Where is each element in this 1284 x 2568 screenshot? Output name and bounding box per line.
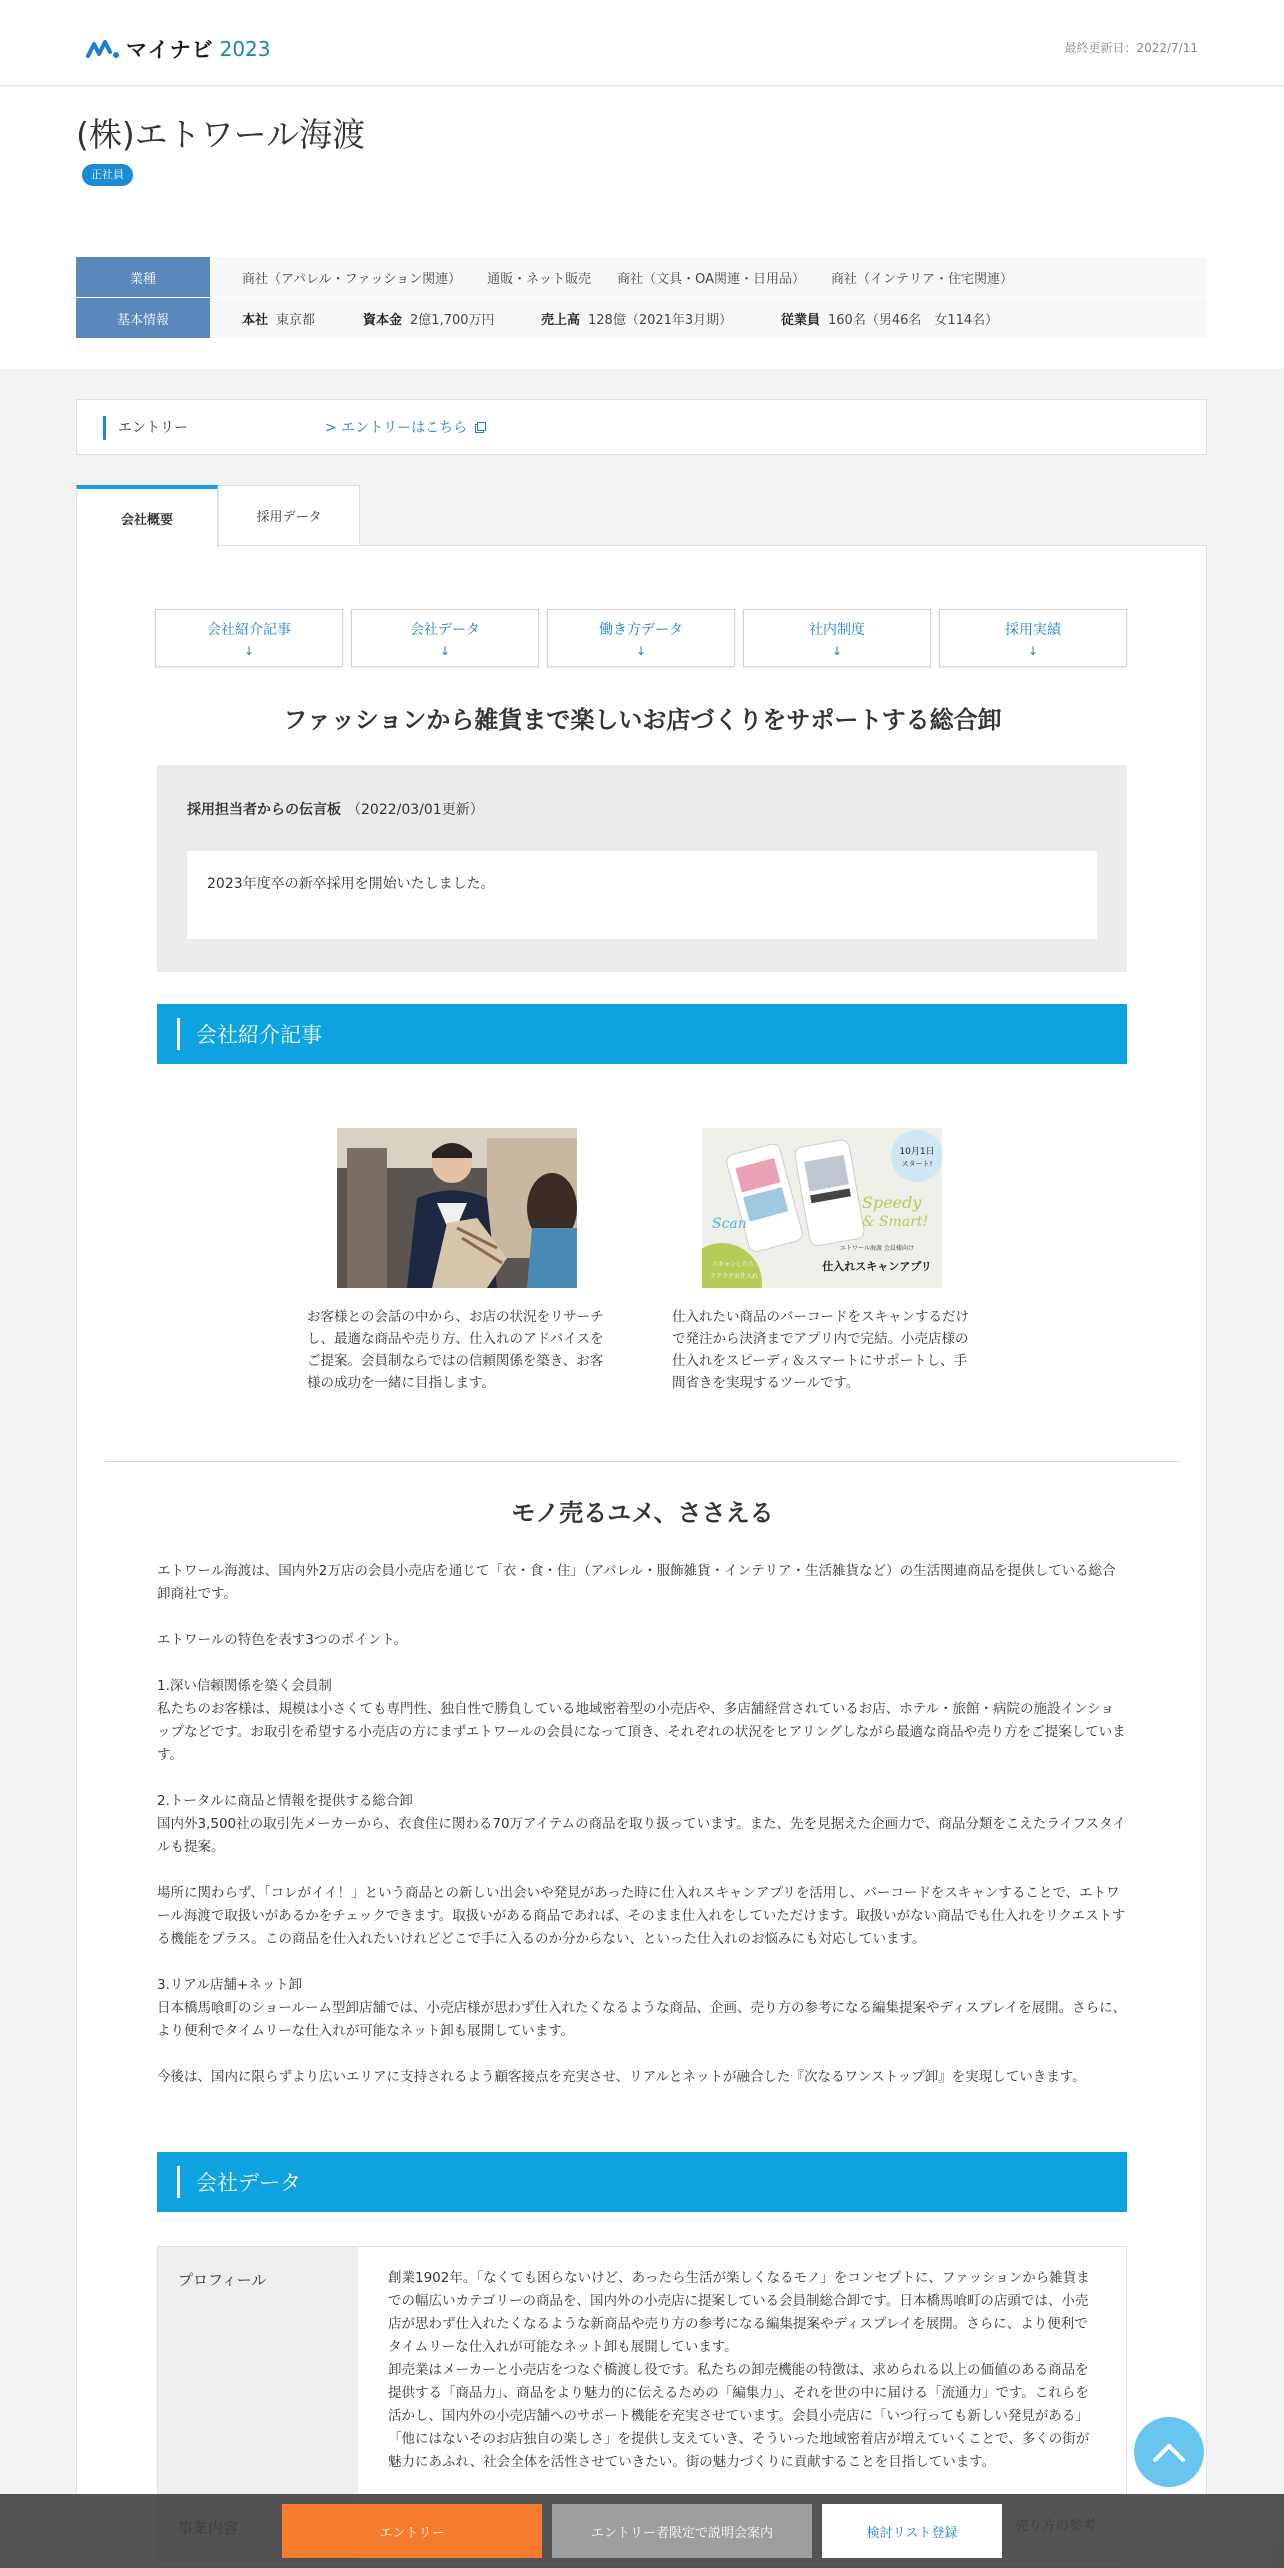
main-content xyxy=(76,545,1207,2568)
app-image-speedy: Speedy xyxy=(862,1193,922,1212)
nav-company-articles[interactable]: 会社紹介記事 ↓ xyxy=(155,609,343,667)
chevron-up-icon xyxy=(1152,2441,1186,2463)
company-header xyxy=(0,87,1284,369)
app-image-smart: & Smart! xyxy=(862,1214,929,1230)
app-image-title: 仕入れスキャンアプリ xyxy=(822,1260,932,1273)
basic-info-hq: 本社 東京都 xyxy=(242,312,316,328)
article-card xyxy=(672,1128,972,1394)
entry-link-text: > エントリーはこちら xyxy=(325,420,468,436)
staff-photo xyxy=(337,1128,577,1288)
app-image-date: 10月1日 xyxy=(899,1147,935,1157)
app-image-bubble-line2: ラクラクお仕入れ xyxy=(710,1273,759,1280)
mynavi-logo[interactable] xyxy=(86,34,271,64)
arrow-down-icon: ↓ xyxy=(439,643,451,658)
arrow-down-icon: ↓ xyxy=(635,643,647,658)
basic-info-values xyxy=(210,298,1207,338)
industry-row xyxy=(76,257,1207,297)
site-header xyxy=(0,0,1284,86)
nav-company-data[interactable]: 会社データ ↓ xyxy=(351,609,539,667)
employment-badge: 正社員 xyxy=(82,164,133,186)
message-body: 2023年度卒の新卒採用を開始いたしました。 xyxy=(187,851,1097,939)
logo-year: 2023 xyxy=(219,37,271,61)
article-text: 仕入れたい商品のバーコードをスキャンするだけで発注から決済までアプリ内で完結。小売店様の仕入れをスピーディ＆スマートにサポートし、手間省きを実現するツールです。 xyxy=(672,1309,969,1391)
catch-copy: ファッションから雑貨まで楽しいお店づくりをサポートする総合卸 xyxy=(283,706,1002,734)
basic-info-row xyxy=(76,298,1207,338)
industry-item: 商社（文具・OA関連・日用品） xyxy=(617,271,806,287)
data-value-profile: 創業1902年。「なくても困らないけど、あったら生活が楽しくなるモノ」をコンセプトに、ファッションから雑貨までの幅広いカテゴリーの商品を、国内外の小売店に提案している会員制総合卸です。日本橋馬喰町の店頭では、小売店が思わず仕入れたくなるような新商品や売り方の参考になる編集提案やディスプレイを展開。さらに、より便利でタイムリーな仕入れが可能なネット卸も展開しています。 卸売業はメーカーと小売店をつなぐ橋渡し役です。私たちの卸売機能の特徴は、求められる以上の価値のある商品を提供する「商品力」、商品をより魅力的に伝えるための「編集力」、それを世の中に届ける「流通力」です。これらを活かし、国内外の小売店舗へのサポート機能を充実させています。会員小売店に「いつ行っても新しい発見がある」「他にはないそのお店独自の楽しさ」を提供し支えていき、そういった地域密着店が増えていくことで、多くの街が魅力にあふれ、社会全体を活性させていきたい。街の魅力づくりに貢献することを目指しています。 xyxy=(388,2270,1090,2470)
footer-action-bar xyxy=(0,2494,1284,2568)
basic-info-sales: 売上高 128億（2021年3月期） xyxy=(541,312,733,328)
entry-bar xyxy=(76,399,1207,455)
app-image-member: エトワール海渡 会員様向け xyxy=(840,1245,914,1252)
industry-values xyxy=(210,257,1207,297)
mynavi-logo-icon xyxy=(86,38,122,60)
add-to-list-button[interactable]: 検討リスト登録 xyxy=(822,2504,1002,2558)
entry-label: エントリー xyxy=(103,416,188,440)
tab-recruit-data[interactable]: 採用データ xyxy=(218,485,360,545)
company-description: エトワール海渡は、国内外2万店の会員小売店を通じて「衣・食・住」（アパレル・服飾雑貨・インテリア・生活雑貨など）の生活関連商品を提供している総合卸商社です。 エトワールの特色を表す3つのポイント。 1.深い信頼関係を築く会員制 私たちのお客様は、規模は小さくても専門性、独自性で勝負している地域密着型の小売店や、多店舗経営されているお店、ホテル・旅館・病院の施設インショップなどです。お取引を希望する小売店の方にまずエトワールの会員になって頂き、それぞれの状況をヒアリングしながら最適な商品や売り方をご提案しています。 2.トータルに商品と情報を提供する総合卸 国内外3,500社の取引先メーカーから、衣食住に関わる70万アイテムの商品を取り扱っています。また、先を見据えた企画力で、商品分類をこえたライフスタイルも提案。 場所に関わらず、「コレがイイ！」という商品との新しい出会いや発見があった時に仕入れスキャンアプリを活用し、バーコードをスキャンすることで、エトワール海渡で取扱いがあるかをチェックできます。取扱いがある商品であれば、そのまま仕入れをしていただけます。取扱いがない商品でも仕入れをリクエストする機能をプラス。この商品を仕入れたいけれどどこで手に入るのか分からない、といった仕入れのお悩みにも対応しています。 3.リアル店舗+ネット卸 日本橋馬喰町のショールーム型卸店舗では、小売店様が思わず仕入れたくなるような商品、企画、売り方の参考になる編集提案やディスプレイを展開。さらに、より便利でタイムリーな仕入れが可能なネット卸も展開しています。 今後は、国内に限らずより広いエリアに支持されるよう顧客接点を充実させ、リアルとネットが融合した『次なるワンストップ卸』を実現していきます。 xyxy=(157,1563,1127,2085)
entry-button[interactable]: エントリー xyxy=(282,2504,542,2558)
arrow-down-icon: ↓ xyxy=(831,643,843,658)
table-row xyxy=(158,2247,1126,2494)
data-label-profile: プロフィール xyxy=(158,2247,358,2494)
nav-internal-system[interactable]: 社内制度 ↓ xyxy=(743,609,931,667)
seminar-info-button[interactable]: エントリー者限定で説明会案内 xyxy=(552,2504,812,2558)
section-heading-company-data: 会社データ xyxy=(157,2152,1127,2212)
divider xyxy=(105,1461,1180,1462)
company-name: (株)エトワール海渡 xyxy=(76,115,366,154)
industry-label: 業種 xyxy=(76,257,210,297)
nav-work-style-data[interactable]: 働き方データ ↓ xyxy=(547,609,735,667)
section-nav xyxy=(155,609,1127,667)
logo-text: マイナビ xyxy=(126,38,214,62)
article-card xyxy=(307,1128,607,1394)
app-image-scan: Scan xyxy=(712,1216,747,1232)
industry-item: 通販・ネット販売 xyxy=(487,271,592,287)
basic-info-employees: 従業員 160名（男46名 女114名） xyxy=(781,312,999,328)
recruiter-message-board xyxy=(157,765,1127,972)
article-text: お客様との会話の中から、お店の状況をリサーチし、最適な商品や売り方、仕入れのアドバイスをご提案。会員制ならではの信頼関係を築き、お客様の成功を一緒に目指します。 xyxy=(307,1309,604,1391)
company-info-table xyxy=(76,257,1207,339)
message-title: 採用担当者からの伝言板 （2022/03/01更新） xyxy=(187,802,484,818)
arrow-down-icon: ↓ xyxy=(243,643,255,658)
app-image-bubble-line1: スキャンしたら xyxy=(712,1261,755,1268)
scroll-top-button[interactable] xyxy=(1134,2417,1204,2487)
scan-app-image xyxy=(702,1128,942,1288)
sub-heading: モノ売るユメ、ささえる xyxy=(511,1499,774,1527)
industry-item: 商社（インテリア・住宅関連） xyxy=(831,271,1014,287)
section-heading-articles: 会社紹介記事 xyxy=(157,1004,1127,1064)
entry-link[interactable] xyxy=(325,417,486,439)
tab-company-overview[interactable]: 会社概要 xyxy=(76,485,218,547)
app-image-start: スタート! xyxy=(901,1160,933,1168)
nav-hiring-record[interactable]: 採用実績 ↓ xyxy=(939,609,1127,667)
industry-item: 商社（アパレル・ファッション関連） xyxy=(242,271,462,287)
external-link-icon xyxy=(475,422,486,433)
basic-info-capital: 資本金 2億1,700万円 xyxy=(363,312,495,328)
arrow-down-icon: ↓ xyxy=(1027,643,1039,658)
basic-info-label: 基本情報 xyxy=(76,298,210,338)
last-updated: 最終更新日：2022/7/11 xyxy=(1064,41,1198,55)
